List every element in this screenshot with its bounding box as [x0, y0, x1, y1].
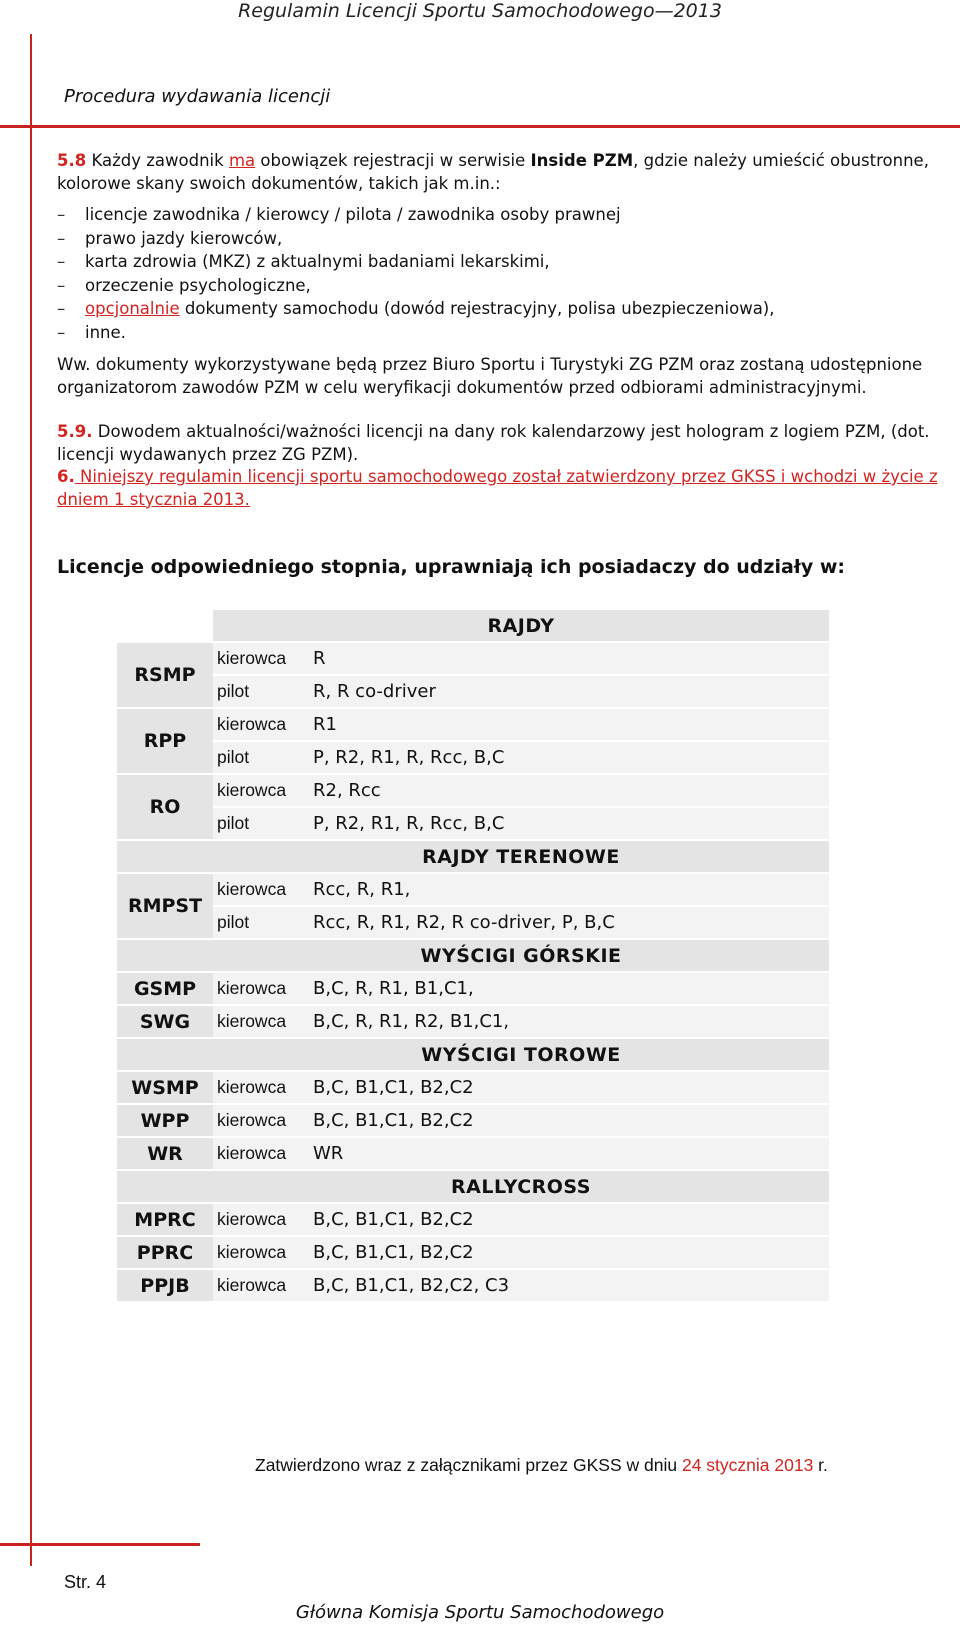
license-value: B,C, B1,C1, B2,C2 [309, 1105, 829, 1136]
role-label: kierowca [213, 1237, 309, 1268]
role-label: kierowca [213, 643, 309, 674]
para-number: 5.9. [57, 422, 93, 441]
paragraph-ww: Ww. dokumenty wykorzystywane będą przez Biuro Sportu i Turystyki ZG PZM oraz zostaną udostępnione organizatorom zawodów PZM w celu weryfikacji dokumentów przed odbiorami administracyjnymi. [57, 355, 923, 397]
role-label: kierowca [213, 973, 309, 1004]
category-header: RAJDY TERENOWE [213, 841, 829, 872]
category-header: RALLYCROSS [213, 1171, 829, 1202]
role-label: pilot [213, 742, 309, 773]
license-code: RO [117, 775, 213, 839]
license-value: Rcc, R, R1, [309, 874, 829, 905]
role-label: kierowca [213, 1105, 309, 1136]
role-label: kierowca [213, 709, 309, 740]
list-item-text: dokumenty samochodu (dowód rejestracyjny, polisa ubezpieczeniowa), [179, 299, 775, 318]
role-label: kierowca [213, 874, 309, 905]
list-item [57, 297, 947, 321]
role-label: kierowca [213, 1204, 309, 1235]
license-value: B,C, B1,C1, B2,C2 [309, 1237, 829, 1268]
category-header: RAJDY [213, 610, 829, 641]
license-code: WR [117, 1138, 213, 1169]
document-header-title: Regulamin Licencji Sportu Samochodowego—2013 [238, 0, 722, 22]
left-margin-rule [30, 34, 32, 1566]
license-value: R1 [309, 709, 829, 740]
paragraph-5-8 [57, 150, 947, 195]
role-label: kierowca [213, 775, 309, 806]
license-code: RMPST [117, 874, 213, 938]
license-value: P, R2, R1, R, Rcc, B,C [309, 742, 829, 773]
license-code: PPRC [117, 1237, 213, 1268]
para-number: 6. [57, 467, 75, 486]
license-value: B,C, B1,C1, B2,C2, C3 [309, 1270, 829, 1301]
spacer-cell [117, 841, 213, 872]
approval-note [255, 1455, 828, 1476]
category-header: WYŚCIGI GÓRSKIE [213, 940, 829, 971]
highlight-ma: ma [228, 151, 256, 170]
license-value: R2, Rcc [309, 775, 829, 806]
license-table [117, 608, 829, 1303]
license-code: PPJB [117, 1270, 213, 1301]
role-label: kierowca [213, 1006, 309, 1037]
approval-date: 24 stycznia 2013 [681, 1455, 814, 1475]
header-divider [0, 125, 960, 128]
license-code: MPRC [117, 1204, 213, 1235]
list-item: – licencje zawodnika / kierowcy / pilota / zawodnika osoby prawnej [57, 203, 947, 227]
approval-end: r. [813, 1455, 828, 1475]
paragraph-5-9 [57, 421, 947, 466]
spacer-cell [117, 940, 213, 971]
role-label: pilot [213, 808, 309, 839]
license-code: RSMP [117, 643, 213, 707]
para-number: 5.8 [57, 151, 87, 170]
license-value: R, R co-driver [309, 676, 829, 707]
license-code: RPP [117, 709, 213, 773]
license-value: B,C, B1,C1, B2,C2 [309, 1072, 829, 1103]
list-item: – karta zdrowia (MKZ) z aktualnymi badaniami lekarskimi, [57, 250, 947, 274]
license-value: B,C, R, R1, B1,C1, [309, 973, 829, 1004]
role-label: pilot [213, 676, 309, 707]
list-item: – prawo jazdy kierowców, [57, 227, 947, 251]
section-title: Procedura wydawania licencji [64, 86, 331, 107]
role-label: kierowca [213, 1270, 309, 1301]
para-text: Dowodem aktualności/ważności licencji na dany rok kalendarzowy jest hologram z logiem PZM, (dot. licencji wydawanych przez ZG PZM). [57, 422, 930, 464]
license-code: SWG [117, 1006, 213, 1037]
license-value: Rcc, R, R1, R2, R co-driver, P, B,C [309, 907, 829, 938]
page-number: Str. 4 [64, 1572, 107, 1592]
paragraph-6 [57, 466, 947, 511]
license-value: B,C, B1,C1, B2,C2 [309, 1204, 829, 1235]
documents-list [57, 203, 947, 344]
para-text: obowiązek rejestracji w serwisie [255, 151, 531, 170]
role-label: kierowca [213, 1072, 309, 1103]
spacer-cell [117, 1039, 213, 1070]
footer-divider [0, 1543, 200, 1546]
license-value: B,C, R, R1, R2, B1,C1, [309, 1006, 829, 1037]
document-footer: Główna Komisja Sportu Samochodowego [295, 1602, 665, 1623]
table-heading: Licencje odpowiedniego stopnia, uprawniają ich posiadaczy do udziały w: [57, 556, 845, 578]
license-value: R [309, 643, 829, 674]
role-label: pilot [213, 907, 309, 938]
optional-label: opcjonalnie [85, 299, 180, 318]
list-item: – orzeczenie psychologiczne, [57, 274, 947, 298]
license-code: WPP [117, 1105, 213, 1136]
role-label: kierowca [213, 1138, 309, 1169]
category-header: WYŚCIGI TOROWE [213, 1039, 829, 1070]
para-text: , gdzie należy umieścić obustronne, kolorowe skany swoich dokumentów, takich jak m.in.: [57, 151, 929, 193]
license-value: P, R2, R1, R, Rcc, B,C [309, 808, 829, 839]
license-value: WR [309, 1138, 829, 1169]
approval-text: Zatwierdzono wraz z załącznikami przez GKSS w dniu [255, 1455, 682, 1475]
license-code: GSMP [117, 973, 213, 1004]
list-item: – inne. [57, 321, 947, 345]
license-code: WSMP [117, 1072, 213, 1103]
spacer-cell [117, 1171, 213, 1202]
para-text: Każdy zawodnik [86, 151, 229, 170]
inside-pzm-label: Inside PZM [530, 151, 634, 170]
para-text: Niniejszy regulamin licencji sportu samochodowego został zatwierdzony przez GKSS i wchodzi w życie z dniem 1 stycznia 2013. [57, 467, 938, 509]
